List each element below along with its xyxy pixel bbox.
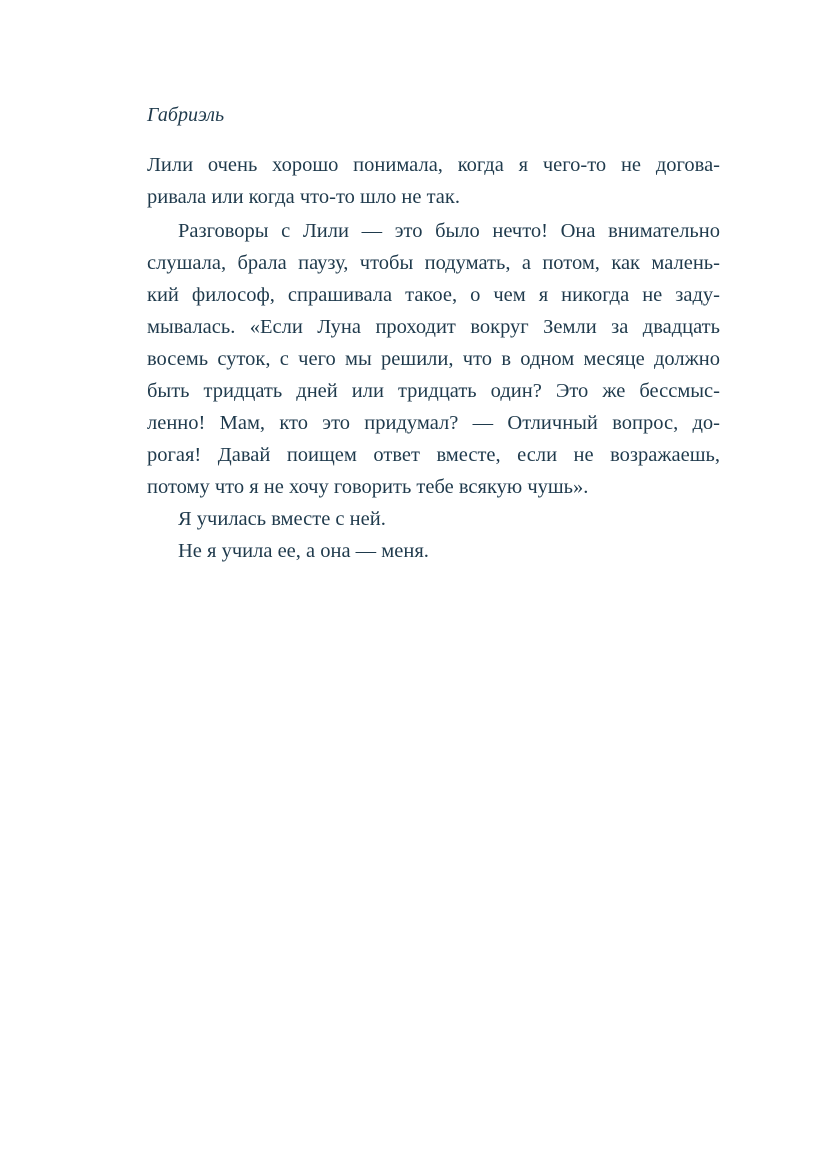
text-line: ривала или когда что-то шло не так. — [147, 186, 460, 208]
text-line: Лили очень хорошо понимала, когда я чего-то не догова- — [147, 154, 720, 176]
chapter-author: Габриэль — [147, 104, 225, 126]
paragraph — [147, 149, 720, 213]
body-text — [147, 149, 720, 567]
paragraph — [147, 535, 720, 567]
text-line: рогая! Давай поищем ответ вместе, если не возражаешь, — [147, 444, 720, 466]
paragraph — [147, 503, 720, 535]
text-line: мывалась. «Если Луна проходит вокруг Земли за двадцать — [147, 316, 720, 338]
text-line: Не я учила ее, а она — меня. — [178, 540, 429, 562]
paragraph — [147, 215, 720, 503]
text-line: Я училась вместе с ней. — [178, 508, 386, 530]
text-line: слушала, брала паузу, чтобы подумать, а потом, как малень- — [147, 252, 720, 274]
text-line: потому что я не хочу говорить тебе всякую чушь». — [147, 476, 589, 498]
text-line: восемь суток, с чего мы решили, что в одном месяце должно — [147, 348, 720, 370]
text-line: Разговоры с Лили — это было нечто! Она внимательно — [178, 220, 720, 242]
text-line: кий философ, спрашивала такое, о чем я никогда не заду- — [147, 284, 720, 306]
text-line: ленно! Мам, кто это придумал? — Отличный вопрос, до- — [147, 412, 720, 434]
text-line: быть тридцать дней или тридцать один? Это же бессмыс- — [147, 380, 720, 402]
